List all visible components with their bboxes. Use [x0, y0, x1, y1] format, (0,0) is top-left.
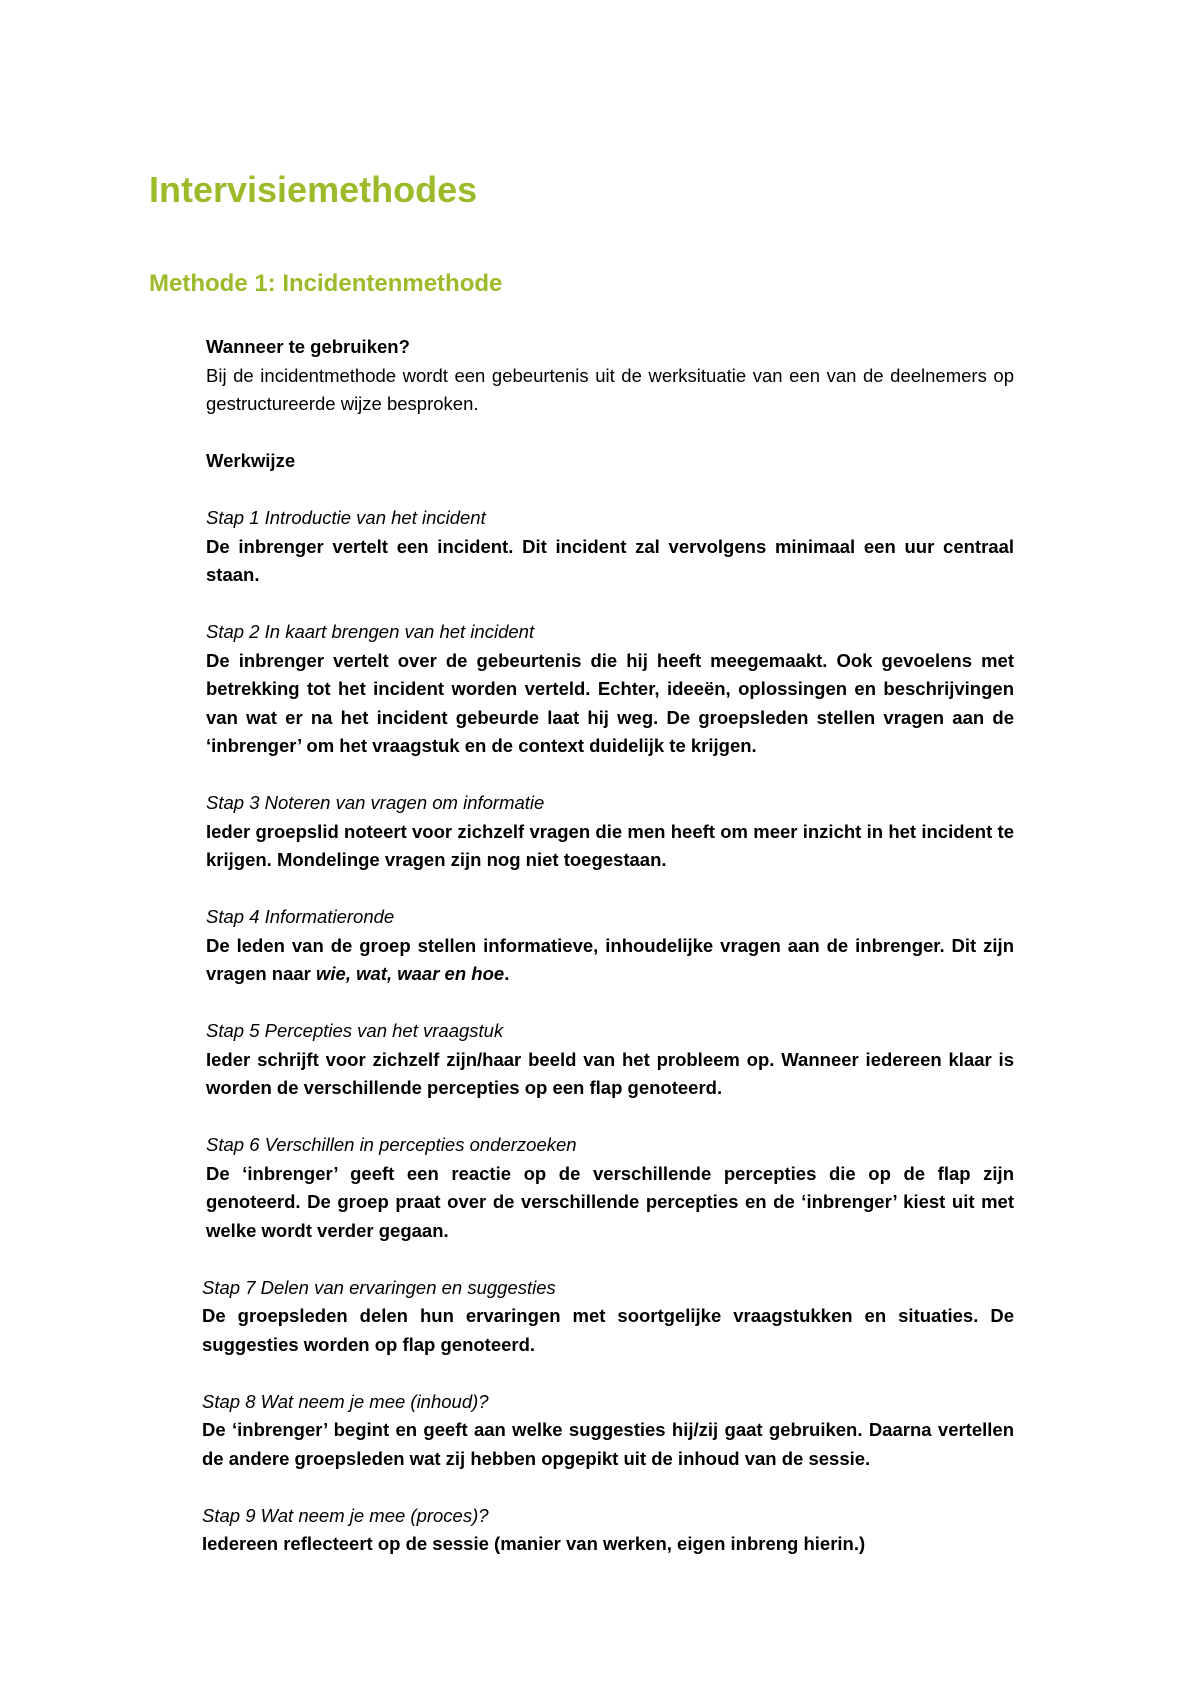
- step-text: Ieder groepslid noteert voor zichzelf vragen die men heeft om meer inzicht in het incident te krijgen. Mondelinge vragen zijn nog niet toegestaan.: [206, 820, 1014, 870]
- process-label: Werkwijze: [206, 450, 296, 471]
- step-title: Stap 2 In kaart brengen van het incident: [206, 621, 535, 642]
- step-text: Iedereen reflecteert op de sessie (manier van werken, eigen inbreng hierin.): [202, 1533, 866, 1554]
- when-text: Bij de incidentmethode wordt een gebeurtenis uit de werksituatie van een van de deelnemers op gestructureerde wijze besproken.: [206, 364, 1014, 414]
- step-title: Stap 8 Wat neem je mee (inhoud)?: [202, 1390, 489, 1412]
- step-title: Stap 9 Wat neem je mee (proces)?: [202, 1504, 489, 1526]
- step-4: [206, 903, 1014, 989]
- step-3: [206, 789, 1014, 875]
- step-1: [206, 504, 1014, 590]
- step-5: [206, 1017, 1014, 1103]
- spacer: [206, 419, 1014, 448]
- step-text-start: De leden van de groep stellen informatieve, inhoudelijke vragen aan de inbrenger. Dit zijn vragen naar: [206, 934, 1014, 984]
- step-text: Ieder schrijft voor zichzelf zijn/haar beeld van het probleem op. Wanneer iedereen klaar is worden de verschillende percepties op een flap genoteerd.: [206, 1048, 1014, 1098]
- page-title: Intervisiemethodes: [149, 169, 478, 210]
- step-text: De ‘inbrenger’ geeft een reactie op de verschillende percepties die op de flap zijn genoteerd. De groep praat over de verschillende percepties en de ‘inbrenger’ kiest uit met welke wordt verder gegaan.: [206, 1162, 1014, 1241]
- step-title: Stap 7 Delen van ervaringen en suggesties: [202, 1276, 556, 1298]
- step-title: Stap 5 Percepties van het vraagstuk: [206, 1020, 504, 1041]
- step-text-end: .: [504, 963, 510, 984]
- step-9: [202, 1502, 1014, 1559]
- step-text-italic: wie, wat, waar en hoe: [316, 963, 505, 984]
- step-text: De inbrenger vertelt over de gebeurtenis die hij heeft meegemaakt. Ook gevoelens met betrekking tot het incident worden verteld. Echter, ideeën, oplossingen en beschrijvingen van wat er na het incident gebeurde laat hij weg. De groepsleden stellen vragen aan de ‘inbrenger’ om het vraagstuk en de context duidelijk te krijgen.: [206, 649, 1014, 756]
- step-title: Stap 4 Informatieronde: [206, 906, 395, 927]
- step-text: De inbrenger vertelt een incident. Dit incident zal vervolgens minimaal een uur centraal staan.: [206, 535, 1014, 585]
- step-text: [206, 932, 1014, 989]
- step-6: [206, 1131, 1014, 1245]
- step-text: De ‘inbrenger’ begint en geeft aan welke suggesties hij/zij gaat gebruiken. Daarna vertellen de andere groepsleden wat zij hebben opgepikt uit de inhoud van de sessie.: [202, 1419, 1014, 1469]
- when-label: Wanneer te gebruiken?: [206, 336, 410, 357]
- method-title: Methode 1: Incidentenmethode: [149, 270, 503, 297]
- spacer: [206, 476, 1014, 505]
- method-content: [202, 333, 1014, 1587]
- step-7: [202, 1274, 1014, 1360]
- step-text: De groepsleden delen hun ervaringen met soortgelijke vraagstukken en situaties. De suggesties worden op flap genoteerd.: [202, 1305, 1014, 1355]
- step-title: Stap 6 Verschillen in percepties onderzoeken: [206, 1134, 577, 1155]
- step-2: [206, 618, 1014, 761]
- step-8: [202, 1388, 1014, 1474]
- step-title: Stap 1 Introductie van het incident: [206, 507, 486, 528]
- step-title: Stap 3 Noteren van vragen om informatie: [206, 792, 545, 813]
